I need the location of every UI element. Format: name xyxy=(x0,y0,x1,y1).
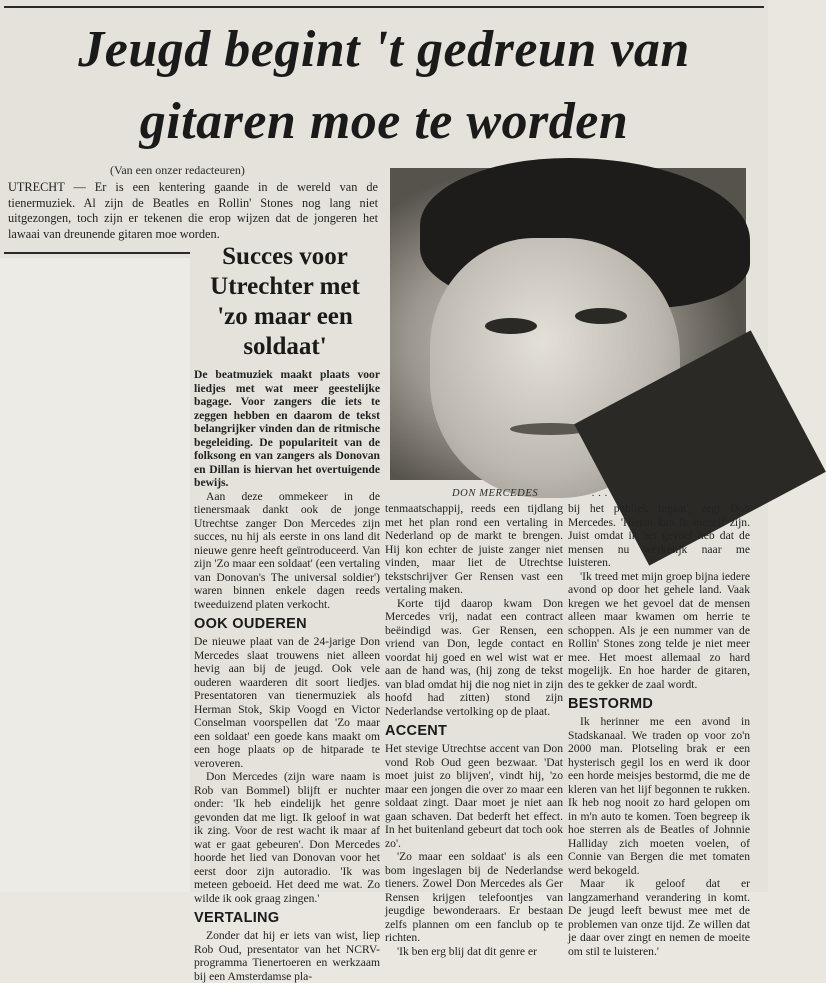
column3-paragraph-2: 'Ik treed met mijn groep bijna iedere avond op door het gehele land. Vaak kregen we het gevoel dat de mensen alleen maar kwamen om herrie te schoppen. Als je een nummer van de Rollin' Stones zong telde je niet meer mee. Het moest allemaal zo hard mogelijk. En hoe harder de gitaren, des te gekker de zaal wordt. xyxy=(568,569,750,691)
column-2 xyxy=(385,502,563,958)
lead-paragraph: De beatmuziek maakt plaats voor liedjes met wat meer geestelijke bagage. Voor zangers die iets te zeggen hebben en daarom de tekst belangrijker vinden dan de ritmische begeleiding. De populariteit van de folksong en van zangers als Donovan en Dillan is hiervan het overtuigende bewijs. xyxy=(194,368,380,489)
column3-paragraph-4: Maar ik geloof dat er langzamerhand verandering in komt. De jeugd leeft bewust mee met de problemen van onze tijd. Ze willen dat je daar over zingt en nemen de moeite om stil te luisteren.' xyxy=(568,877,750,958)
column2-paragraph-4: 'Zo maar een soldaat' is als een bom ingeslagen bij de Nederlandse tieners. Zowel Don Mercedes als Ger Rensen krijgen telefoontjes van jeugdige bewonderaars. Er bestaan zelfs plannen om een fanclub op te richten. xyxy=(385,850,563,944)
column1-paragraph-2: De nieuwe plaat van de 24-jarige Don Mercedes slaat trouwens niet alleen hevig aan bij de jeugd. Ook vele ouderen waarderen dit soort liedjes. Presentatoren van tienermuziek als Herman Stok, Skip Voogd en Victor Conselman voorspellen dat 'Zo maar een soldaat' een goede kans maakt om een hoge plaats op de hitparade te veroveren. xyxy=(194,635,380,770)
column2-paragraph-3: Het stevige Utrechtse accent van Don vond Rob Oud geen bezwaar. 'Dat moet juist zo blijven', vindt hij, 'zo maar een jongen die over zo maar een soldaat zingt. Daar moet je niet aan gaan schaven. Dat bederft het effect. In het buitenland gebeurt dat toch ook zo'. xyxy=(385,742,563,850)
column2-paragraph-2: Korte tijd daarop kwam Don Mercedes vrij, nadat een contract beëindigd was. Ger Rensen, een vriend van Don, legde contact en voordat hij goed en wel wist wat er aan de hand was, (hij zong de tekst van blad omdat hij die nog niet in zijn hoofd had zitten) stond zijn Nederlandse vertolking op de plaat. xyxy=(385,596,563,718)
column-3 xyxy=(568,502,750,958)
caption-left: DON MERCEDES xyxy=(452,488,539,499)
column1-paragraph-4: Zonder dat hij er iets van wist, liep Rob Oud, presentator van het NCRV-programma Tienertoeren en werkzaam bij een Amsterdamse pla- xyxy=(194,929,380,983)
section-heading-bestormd: BESTORMD xyxy=(568,696,654,712)
column1-paragraph-3: Don Mercedes (zijn ware naam is Rob van Bommel) blijft er nuchter onder: 'Ik heb eindelijk het genre gevonden dat me ligt. Ik geloof in wat ik zing. Voor de rest wacht ik maar af wat er gaat gebeuren'. Don Mercedes hoorde het lied van Donovan voor het eerst door zijn autoradio. 'Ik was meteen geboeid. Het deed me wat. Zo wilde ik ook graag zingen.' xyxy=(194,770,380,905)
blank-area xyxy=(0,258,190,892)
column2-paragraph-1: tenmaatschappij, reeds een tijdlang met het plan rond een vertaling in Nederland op de markt te brengen. Hij kon echter de juiste zanger niet vinden, maar liet de Utrechtse tekstschrijver Ger Rensen vast een vertaling maken. xyxy=(385,502,563,596)
column-1 xyxy=(194,368,380,983)
section-heading-ook-ouderen: OOK OUDEREN xyxy=(194,616,307,632)
subheadline-line-3: 'zo maar een xyxy=(217,303,353,330)
caption-right: . . . Utrechts accent . . . xyxy=(592,488,706,499)
byline: (Van een onzer redacteuren) xyxy=(110,163,245,177)
photo-left-eye xyxy=(485,318,537,334)
photo-right-eye xyxy=(575,308,627,324)
top-rule xyxy=(4,6,764,8)
portrait-photo xyxy=(390,168,746,480)
subheadline-line-4: soldaat' xyxy=(243,333,327,360)
section-heading-vertaling: VERTALING xyxy=(194,910,280,926)
intro-paragraph: UTRECHT — Er is een kentering gaande in de wereld van de tienermuziek. Al zijn de Beatles en Rollin' Stones nog lang niet uitgezongen, toch zijn er tekenen die erop wijzen dat de jongeren het lawaai van dreunende gitaren moe worden. xyxy=(8,180,378,241)
headline-line-2: gitaren moe te worden xyxy=(139,93,629,150)
subheadline-line-1: Succes voor xyxy=(222,243,348,270)
intro-rule xyxy=(4,252,190,254)
column1-paragraph-1: Aan deze ommekeer in de tienersmaak dankt ook de jonge Utrechtse zanger Don Mercedes zijn succes, nu hij als eerste in ons land dit nieuwe genre heeft geïntroduceerd. Van zijn 'Zo maar een soldaat' (een vertaling van Donovan's The universal soldier') waren binnen enkele dagen reeds tweeduizend platen verkocht. xyxy=(194,489,380,611)
subheadline-line-2: Utrechter met xyxy=(210,273,360,300)
column3-paragraph-1: bij het publiek ingaat', zegt Don Mercedes. 'Hierin kan ik mezelf zijn. Juist omdat ik het gevoel heb dat de mensen nu werkelijk naar me luisteren. xyxy=(568,502,750,569)
subheadline xyxy=(192,242,378,362)
headline-line-1: Jeugd begint 't gedreun van xyxy=(78,21,690,78)
section-heading-accent: ACCENT xyxy=(385,723,448,739)
column2-paragraph-5: 'Ik ben erg blij dat dit genre er xyxy=(397,944,537,958)
column3-paragraph-3: Ik herinner me een avond in Stadskanaal. We traden op voor zo'n 2000 man. Plotseling brak er een hysterisch gegil los en werd ik door een horde meisjes bestormd, die me de kleren van het lijf begonnen te rukken. Ik heb nog nooit zo hard gelopen om in m'n auto te komen. Toen begreep ik hoe sterren als de Beatles of Johnnie Halliday zich moeten voelen, of Connie van Bergen die met tomaten werd bekogeld. xyxy=(568,715,750,877)
